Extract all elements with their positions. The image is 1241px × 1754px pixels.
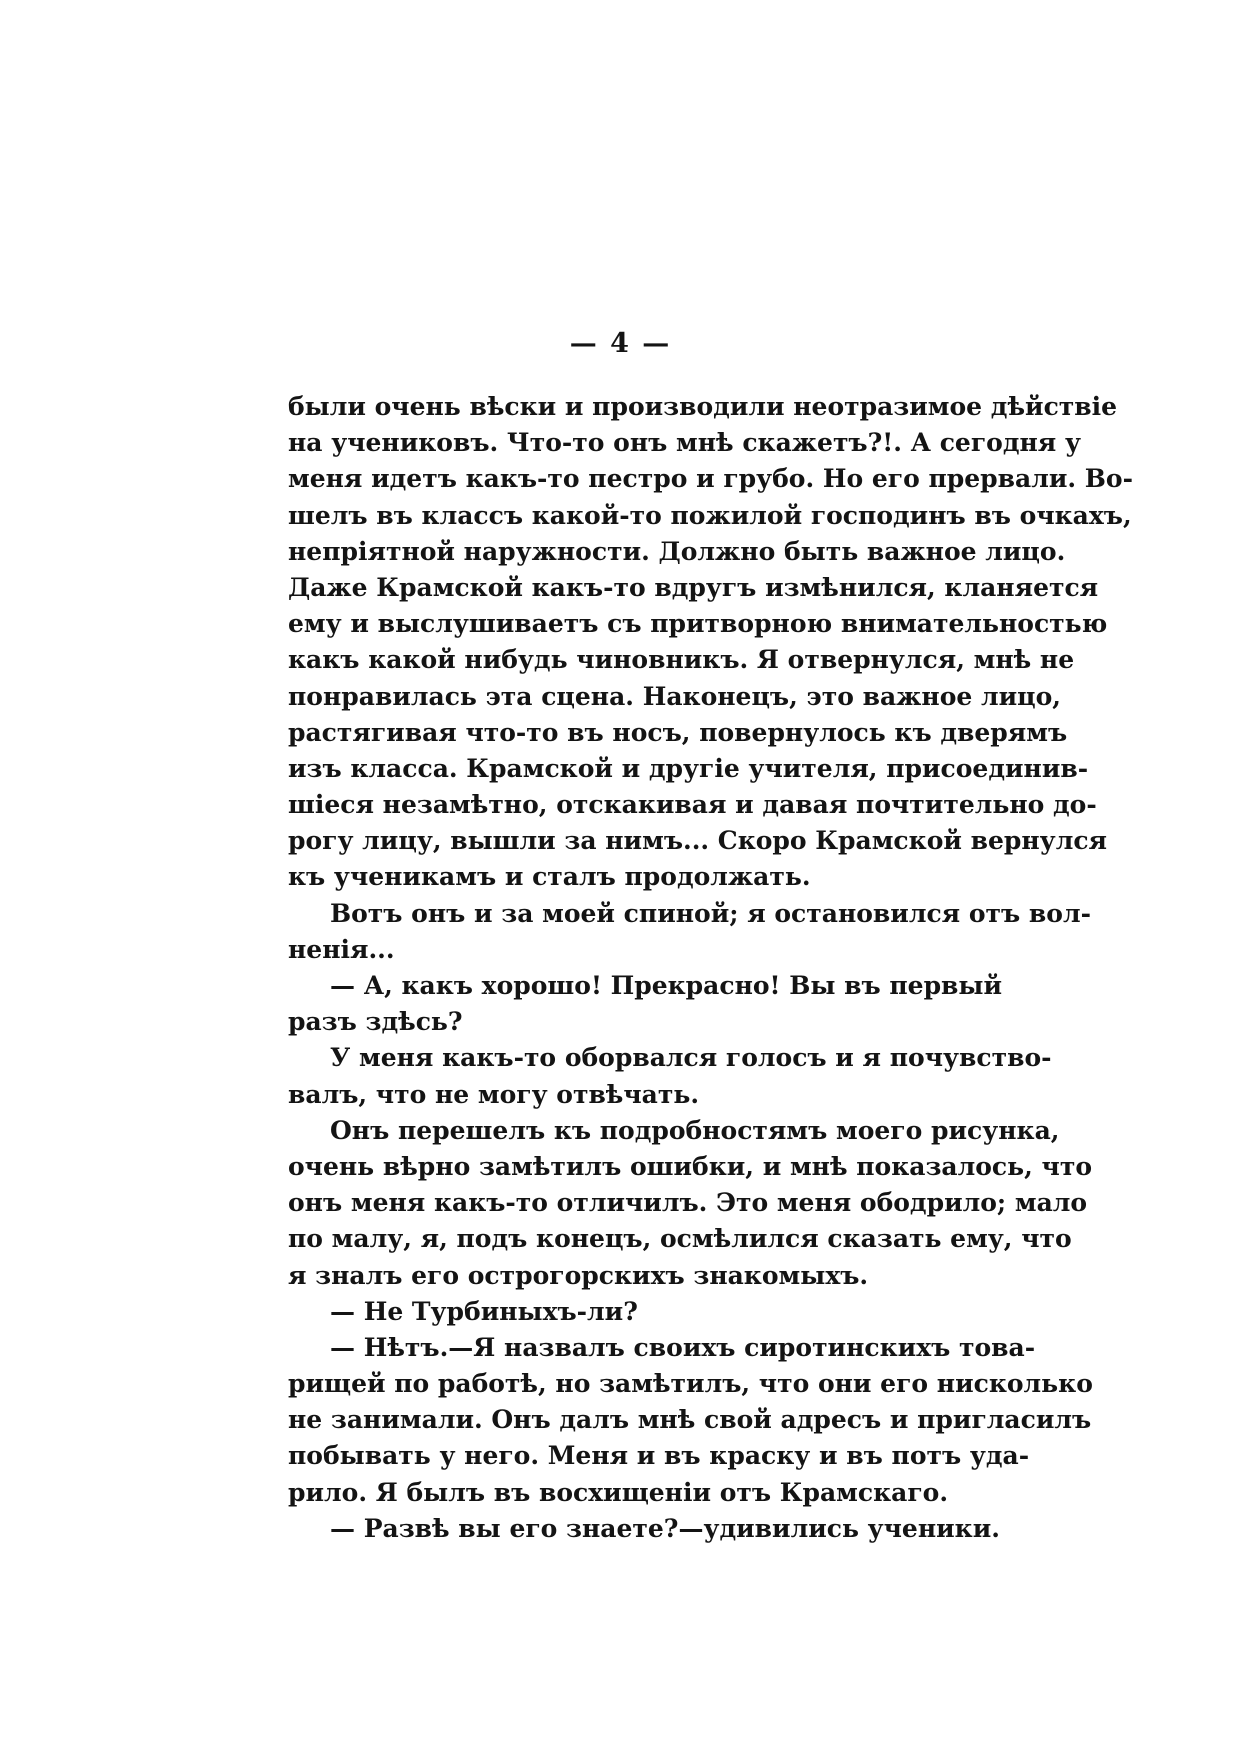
text-line: были очень вѣски и производили неотразимое дѣйствіе [288,392,1118,421]
text-line: — А, какъ хорошо! Прекрасно! Вы въ первый [330,971,1003,1000]
text-line: очень вѣрно замѣтилъ ошибки, и мнѣ показалось, что [288,1151,1092,1181]
text-line: непріятной наружности. Должно быть важное лицо. [288,536,1066,566]
page-number: — 4 — [569,328,672,359]
text-line: — Развѣ вы его знаете?—удивились ученики. [330,1513,1000,1543]
text-line: меня идетъ какъ-то пестро и грубо. Но его прервали. Во- [288,464,1133,494]
text-line: понравилась эта сцена. Наконецъ, это важное лицо, [288,681,1062,711]
text-line: не занимали. Онъ далъ мнѣ свой адресъ и пригласилъ [288,1405,1092,1435]
text-line: Вотъ онъ и за моей спиной; я остановился отъ вол- [330,898,1091,928]
text-line: рило. Я былъ въ восхищеніи отъ Крамскаго. [288,1477,949,1507]
text-line: побывать у него. Меня и въ краску и въ потъ уда- [288,1441,1030,1471]
text-line: Онъ перешелъ къ подробностямъ моего рисунка, [330,1115,1060,1145]
text-line: онъ меня какъ-то отличилъ. Это меня ободрило; мало [288,1188,1088,1218]
text-line: шелъ въ классъ какой-то пожилой господинъ въ очкахъ, [288,500,1132,530]
text-line: изъ класса. Крамской и другіе учителя, присоединив- [288,753,1089,783]
text-line: я зналъ его острогорскихъ знакомыхъ. [288,1260,869,1290]
text-line: растягивая что-то въ носъ, повернулось къ дверямъ [288,717,1068,747]
text-line: ему и выслушиваетъ съ притворною внимательностью [288,609,1108,639]
text-line: шіеся незамѣтно, отскакивая и давая почтительно до- [288,790,1097,820]
text-line: разъ здѣсь? [288,1007,463,1037]
text-line: какъ какой нибудь чиновникъ. Я отвернулся, мнѣ не [288,645,1075,675]
text-line: по малу, я, подъ конецъ, осмѣлился сказать ему, что [288,1224,1072,1254]
text-line: — Не Турбиныхъ-ли? [330,1296,638,1326]
text-line: Даже Крамской какъ-то вдругъ измѣнился, кланяется [288,572,1099,602]
text-line: къ ученикамъ и сталъ продолжать. [288,862,811,892]
text-line: У меня какъ-то оборвался голосъ и я почувство- [330,1043,1052,1073]
text-line: валъ, что не могу отвѣчать. [288,1079,700,1109]
text-line: ненія... [288,934,395,964]
text-line: рищей по работѣ, но замѣтилъ, что они его нисколько [288,1369,1093,1399]
text-line: — Нѣтъ.—Я назвалъ своихъ сиротинскихъ това- [330,1332,1036,1362]
body-text [288,389,1133,1547]
text-line: рогу лицу, вышли за нимъ... Скоро Крамской вернулся [288,826,1108,856]
text-line: на учениковъ. Что-то онъ мнѣ скажетъ?!. А сегодня у [288,428,1081,458]
